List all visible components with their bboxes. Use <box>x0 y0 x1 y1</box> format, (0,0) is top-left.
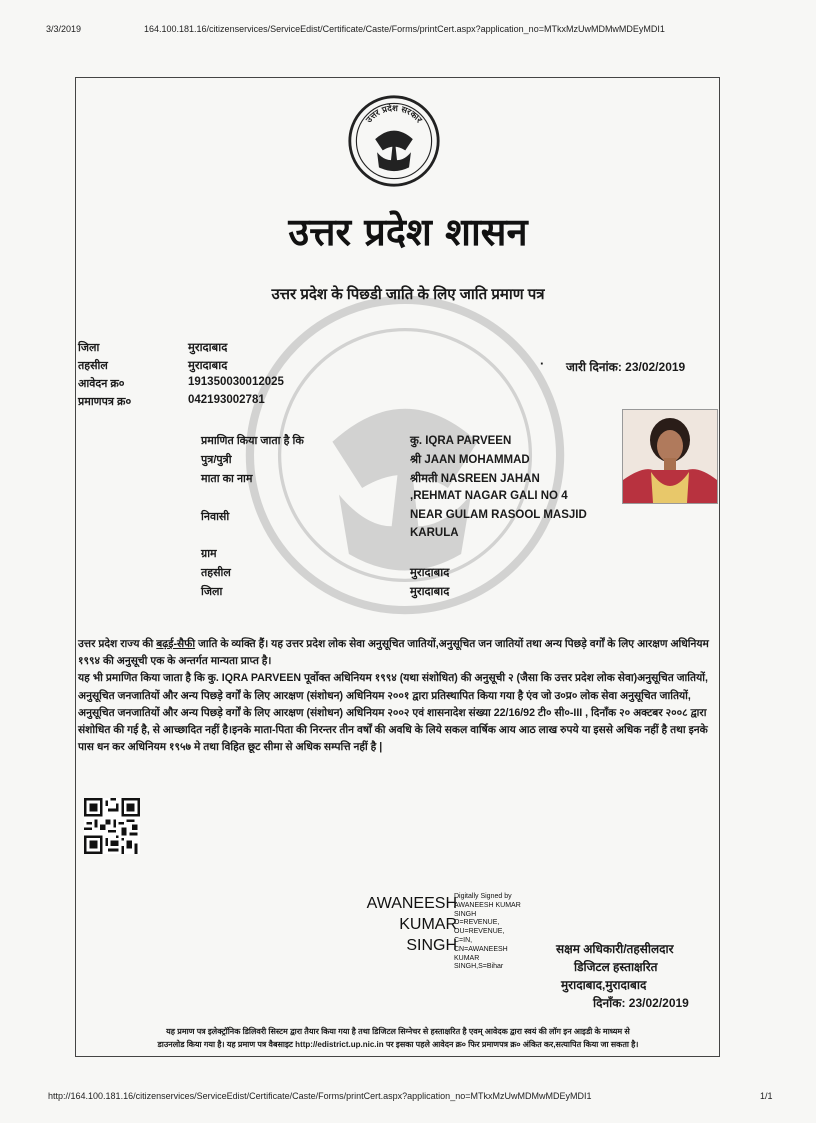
applicant-tehsil-label: तहसील <box>201 567 231 579</box>
applicant-photo <box>622 409 718 504</box>
applicant-district-value: मुरादाबाद <box>410 586 450 598</box>
bullet-dot: · <box>540 356 545 371</box>
page-number: 1/1 <box>760 1091 773 1101</box>
caste-name: बढ़ई-सैफी <box>156 638 196 650</box>
district-value: मुरादाबाद <box>188 342 228 354</box>
address-line-3: KARULA <box>410 527 459 539</box>
svg-text:उत्तर प्रदेश सरकार: उत्तर प्रदेश सरकार <box>363 102 425 125</box>
district-label: जिला <box>78 342 100 354</box>
print-url-header: 164.100.181.16/citizenservices/ServiceEdist/Certificate/Caste/Forms/printCert.aspx?application_no=MTkxMzUwMDMwMDEyMDI1 <box>144 24 665 34</box>
body-paragraph-2: यह भी प्रमाणित किया जाता है कि कु. IQRA PARVEEN पूर्वोक्त अधिनियम १९९४ (यथा संशोधित) की अनुसूची २ (जैसा कि उत्तर प्रदेश लोक सेवा)अनुसूचित जातियों, अनुसूचित जनजातियों और अन्य पिछड़े वर्गों के लिए आरक्षण (संशोधन) अधिनियम २००१ द्वारा प्रतिस्थापित किया गया है एंव जो उ०प्र० लोक सेवा अनुसूचित जातियों, अनुसूचित जनजातियों और अन्य पिछड़े वर्गों के लिए आरक्षण (संशोधन) अधिनियम २००२ एवं शासनादेश संख्या 22/16/92 टी० सी०-III , दिनाँक २० अक्टबर २००८ द्वारा संशोधित की गई है, से आच्छादित नहीं है।इनके माता-पिता की निरन्तर तीन वर्षों की अवधि के लिये सकल वार्षिक आय आठ लाख रुपये या इससे अधिक नहीं है तथा इनके पास धन कर अधिनियम १९५७ मे तथा विहित छूट सीमा से अधिक सम्पत्ति नहीं है | <box>78 672 708 754</box>
certify-label: प्रमाणित किया जाता है कि <box>201 435 304 447</box>
applicant-tehsil-value: मुरादाबाद <box>410 567 450 579</box>
page-title: उत्तर प्रदेश शासन <box>288 209 528 254</box>
body-paragraph-1: उत्तर प्रदेश राज्य की बढ़ई-सैफी जाति के व्यक्ति हैं। यह उत्तर प्रदेश लोक सेवा अनुसूचित जातियों,अनुसूचित जन जातियों तथा अन्य पिछड़े वर्गों के लिए आरक्षण अधिनियम १९९४ की अनुसूची एक के अन्तर्गत मान्यता प्राप्त है। <box>78 638 709 668</box>
address-line-1: ,REHMAT NAGAR GALI NO 4 <box>410 490 568 502</box>
certificate-label: प्रमाणपत्र क्र० <box>78 396 132 408</box>
application-label: आवेदन क्र० <box>78 378 125 390</box>
print-url-footer: http://164.100.181.16/citizenservices/ServiceEdist/Certificate/Caste/Forms/printCert.aspx?application_no=MTkxMzUwMDMwMDEyMDI1 <box>48 1091 592 1101</box>
tehsil-value: मुरादाबाद <box>188 360 228 372</box>
relation-label: पुत्र/पुत्री <box>201 454 232 466</box>
signature-details: Digitally Signed by AWANEESH KUMAR SINGH O=REVENUE, OU=REVENUE, C=IN, CN=AWANEESH KUMAR SINGH,S=Bihar <box>454 893 521 971</box>
mother-label: माता का नाम <box>201 473 253 485</box>
state-emblem-logo <box>347 94 441 188</box>
mother-name: श्रीमती NASREEN JAHAN <box>410 473 540 485</box>
officer-place: मुरादाबाद,मुरादाबाद <box>561 978 647 992</box>
qr-code <box>84 798 140 854</box>
applicant-name: कु. IQRA PARVEEN <box>410 435 512 447</box>
certificate-number: 042193002781 <box>188 394 265 406</box>
father-name: श्री JAAN MOHAMMAD <box>410 454 530 466</box>
village-label: ग्राम <box>201 548 217 560</box>
verification-footnote: यह प्रमाण पत्र इलेक्ट्रॉनिक डिलिवरी सिस्टम द्वारा तैयार किया गया है तथा डिजिटल सिग्नेचर से हस्ताक्षरित है एवम् आवेदक द्वारा स्वयं की लॉग इन आइडी के माध्यम से डाउनलोड किया गया है। यह प्रमाण पत्र वैबसाइट http://edistrict.up.nic.in पर इसका पहले आवेदन क्र० फिर प्रमाणपत्र क्र० अंकित कर,सत्यापित किया जा सकता है। <box>157 1027 639 1049</box>
issue-date: जारी दिनांक: 23/02/2019 <box>566 360 686 374</box>
print-date: 3/3/2019 <box>46 24 82 34</box>
tehsil-label: तहसील <box>78 360 108 372</box>
signer-name: AWANEESH KUMAR SINGH <box>366 895 457 954</box>
certificate-subtitle: उत्तर प्रदेश के पिछडी जाति के लिए जाति प्रमाण पत्र <box>271 286 545 303</box>
officer-date: दिनाँक: 23/02/2019 <box>593 996 689 1010</box>
officer-title: सक्षम अधिकारी/तहसीलदार <box>556 942 674 956</box>
certificate-body <box>78 636 714 756</box>
address-line-2: NEAR GULAM RASOOL MASJID <box>410 509 587 521</box>
signature-type: डिजिटल हस्ताक्षरित <box>574 960 658 974</box>
application-number: 191350030012025 <box>188 376 284 388</box>
resident-label: निवासी <box>201 511 230 523</box>
applicant-district-label: जिला <box>201 586 223 598</box>
